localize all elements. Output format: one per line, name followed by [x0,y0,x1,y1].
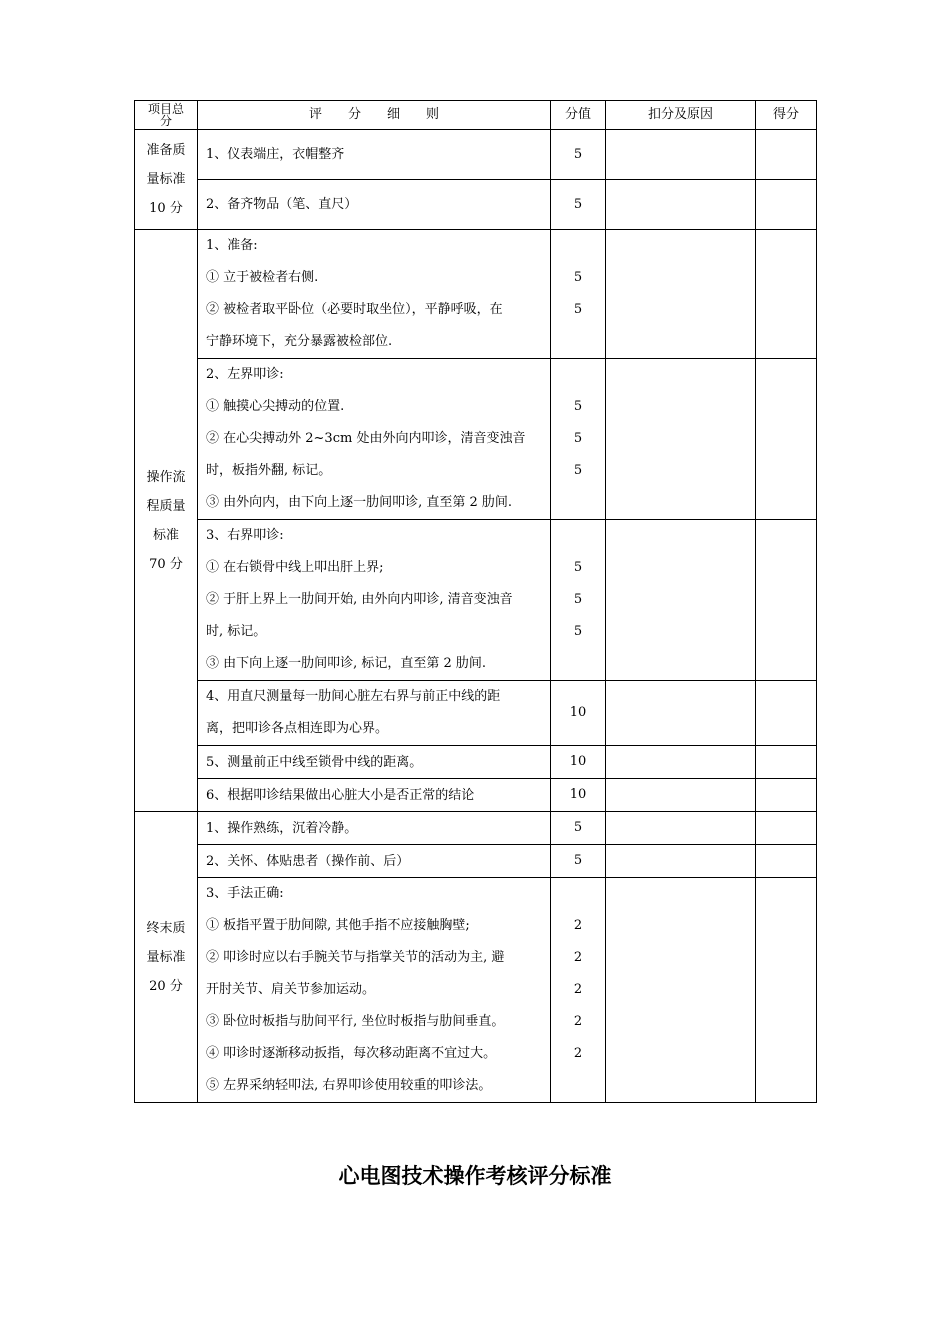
points-value: 5 [573,624,583,639]
deduction-cell[interactable] [606,878,756,1103]
criteria-line: 2、关怀、体贴患者（操作前、后） [206,853,410,869]
criteria-cell [198,230,551,359]
table-row [135,359,817,520]
criteria-line: ① 触摸心尖搏动的位置. [206,399,345,414]
points-cell [551,746,606,779]
score-cell[interactable] [756,845,817,878]
points-cell [551,812,606,845]
criteria-line: 2、备齐物品（笔、直尺） [206,196,358,212]
criteria-cell [198,130,551,180]
points-value: 5 [573,560,583,575]
table-header-row [135,101,817,130]
criteria-line: 2、左界叩诊: [206,367,284,382]
score-cell[interactable] [756,681,817,746]
table-row [135,180,817,230]
document-title: 心电图技术操作考核评分标准 [338,1164,612,1188]
points-cell [551,681,606,746]
criteria-line: ③ 卧位时板指与肋间平行, 坐位时板指与肋间垂直。 [206,1014,505,1029]
criteria-line: 4、用直尺测量每一肋间心脏左右界与前正中线的距 [206,689,501,704]
section-category [135,130,198,230]
deduction-cell[interactable] [606,812,756,845]
deduction-cell[interactable] [606,746,756,779]
points-cell [551,359,606,520]
criteria-cell [198,359,551,520]
criteria-line: ⑤ 左界采纳轻叩法, 右界叩诊使用较重的叩诊法。 [206,1078,492,1093]
deduction-cell[interactable] [606,520,756,681]
deduction-cell[interactable] [606,180,756,230]
criteria-cell [198,845,551,878]
category-line: 20 分 [149,978,183,994]
header-category: 项目总 分 [135,101,198,130]
points-value: 10 [569,787,587,802]
points-value: 2 [573,918,583,933]
points-cell [551,878,606,1103]
category-line: 量标准 [146,172,186,187]
criteria-line: 离，把叩诊各点相连即为心界。 [206,721,389,736]
criteria-line: 3、右界叩诊: [206,528,284,543]
criteria-line: 时，板指外翻, 标记。 [206,463,332,478]
criteria-line: 宁静环境下，充分暴露被检部位. [206,334,393,349]
points-value: 5 [573,820,583,835]
category-line: 标准 [152,527,179,543]
section-category [135,230,198,812]
header-deduction: 扣分及原因 [606,101,756,130]
points-value: 5 [573,399,583,414]
points-value: 5 [573,853,583,868]
category-line: 终末质 [146,920,186,936]
score-cell[interactable] [756,180,817,230]
category-line: 程质量 [146,498,186,514]
criteria-line: 1、仪表端庄，衣帽整齐 [206,146,345,162]
table-row [135,779,817,812]
category-line: 准备质 [146,143,186,158]
deduction-cell[interactable] [606,230,756,359]
points-value: 5 [573,196,583,212]
points-value: 2 [573,950,583,965]
scoring-table-container [134,100,816,1103]
category-line: 10 分 [149,201,183,216]
section-category [135,812,198,1103]
criteria-cell [198,681,551,746]
deduction-cell[interactable] [606,681,756,746]
criteria-line: ③ 由下向上逐一肋间叩诊, 标记，直至第 2 肋间. [206,656,487,671]
header-details: 评 分 细 则 [198,101,551,130]
deduction-cell[interactable] [606,359,756,520]
table-row [135,130,817,180]
score-cell[interactable] [756,359,817,520]
points-cell [551,230,606,359]
table-row [135,878,817,1103]
points-value: 10 [569,705,587,720]
points-value: 10 [569,754,587,769]
criteria-cell [198,520,551,681]
table-row [135,520,817,681]
criteria-line: ② 在心尖搏动外 2~3cm 处由外向内叩诊，清音变浊音 [206,431,526,446]
criteria-cell [198,746,551,779]
table-body [135,130,817,1103]
table-row [135,746,817,779]
table-row [135,812,817,845]
criteria-line: ② 被检者取平卧位（必要时取坐位），平静呼吸，在 [206,302,503,317]
criteria-line: 时, 标记。 [206,624,267,639]
criteria-line: ① 在右锁骨中线上叩出肝上界; [206,560,384,575]
score-cell[interactable] [756,130,817,180]
criteria-line: ② 叩诊时应以右手腕关节与指掌关节的活动为主, 避 [206,950,505,965]
criteria-line: ④ 叩诊时逐渐移动扳指，每次移动距离不宜过大。 [206,1046,497,1061]
category-line: 操作流 [146,469,186,485]
criteria-line: ① 板指平置于肋间隙, 其他手指不应接触胸壁; [206,918,470,933]
category-line: 70 分 [149,556,183,572]
table-row [135,845,817,878]
points-cell [551,520,606,681]
points-value: 2 [573,1014,583,1029]
score-cell[interactable] [756,779,817,812]
deduction-cell[interactable] [606,779,756,812]
table-row [135,681,817,746]
points-value: 5 [573,592,583,607]
points-value: 5 [573,146,583,162]
criteria-cell [198,180,551,230]
criteria-line: 5、测量前正中线至锁骨中线的距离。 [206,754,423,770]
points-value: 5 [573,431,583,446]
header-score: 得分 [756,101,817,130]
criteria-line: 3、手法正确: [206,886,284,901]
criteria-line: 1、准备: [206,238,258,253]
score-cell[interactable] [756,520,817,681]
points-cell [551,779,606,812]
criteria-cell [198,878,551,1103]
criteria-cell [198,779,551,812]
criteria-line: ② 于肝上界上一肋间开始, 由外向内叩诊, 清音变浊音 [206,592,513,607]
header-points: 分值 [551,101,606,130]
score-cell[interactable] [756,878,817,1103]
scoring-table [134,100,817,1103]
deduction-cell[interactable] [606,130,756,180]
points-value: 5 [573,463,583,478]
points-cell [551,130,606,180]
points-value: 2 [573,1046,583,1061]
points-value: 5 [573,302,583,317]
points-value: 5 [573,270,583,285]
score-cell[interactable] [756,746,817,779]
criteria-line: 6、根据叩诊结果做出心脏大小是否正常的结论 [206,787,475,803]
score-cell[interactable] [756,230,817,359]
criteria-line: ① 立于被检者右侧. [206,270,319,285]
points-value: 2 [573,982,583,997]
criteria-line: 1、操作熟练，沉着冷静。 [206,820,358,836]
points-cell [551,845,606,878]
criteria-line: ③ 由外向内，由下向上逐一肋间叩诊, 直至第 2 肋间. [206,495,513,510]
points-cell [551,180,606,230]
score-cell[interactable] [756,812,817,845]
criteria-line: 开肘关节、肩关节参加运动。 [206,982,376,997]
category-line: 量标准 [146,949,186,965]
table-row [135,230,817,359]
deduction-cell[interactable] [606,845,756,878]
criteria-cell [198,812,551,845]
